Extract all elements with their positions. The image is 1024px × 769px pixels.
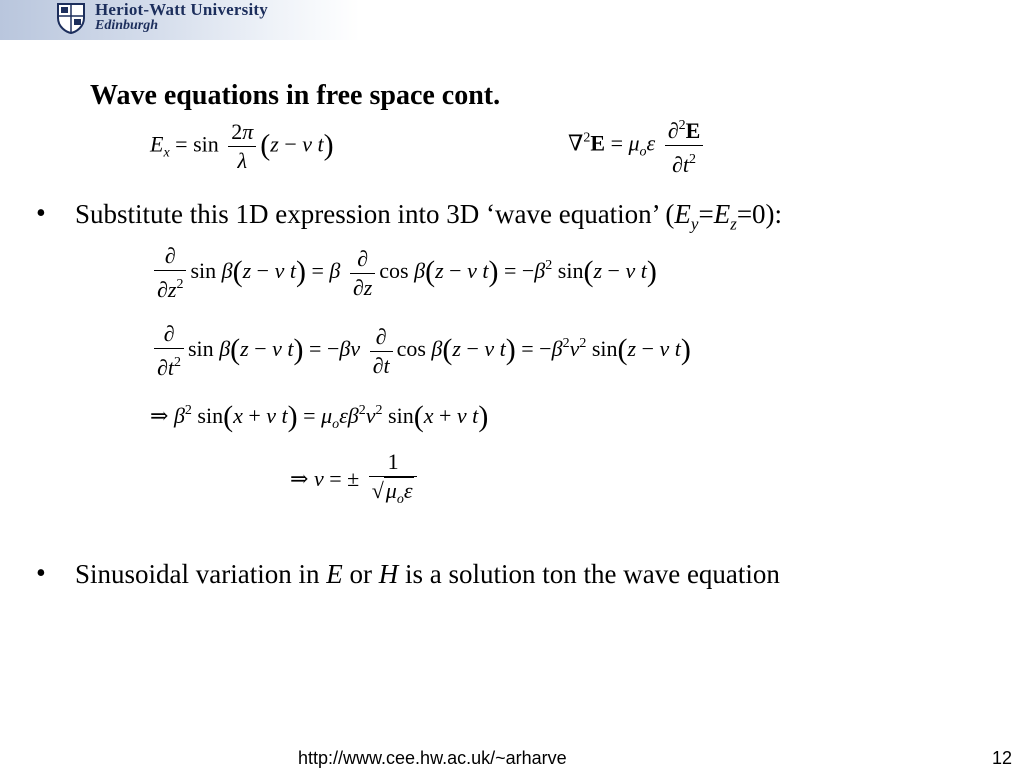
equation-wave-3d: $\nabla^2E = \mu_o\varepsilon$ $\frac{\partial^2E}{\partial t^2}$	[568, 112, 707, 179]
slide-title: Wave equations in free space cont.	[90, 80, 501, 111]
equation-velocity: ⇒ v = ± $\frac{1}{√\mu_o\varepsilon}$	[290, 448, 421, 514]
page-number: 12	[992, 748, 1013, 768]
university-campus: Edinburgh	[95, 18, 159, 33]
university-crest-icon	[56, 2, 86, 34]
equation-second-derivative-t: $\frac{\partial}{\partial t^2}$ sin β(z − v t) = −βv $\frac{\partial}{\partial t}$ cos β(z − v $t) = -\beta^2v^2$ sin(z − v t)	[150, 320, 691, 382]
equation-ex: $E_x = \sin$ $\frac{2\pi}{\lambda}$ (z − v t)	[150, 119, 334, 173]
bullet-substitute: Substitute this 1D expression into 3D ‘wave equation’ $(E_y=E_z=0)$:	[75, 199, 783, 234]
university-name: Heriot-Watt University	[95, 0, 268, 19]
equation-second-derivative-z: $\frac{\partial}{\partial z^2}$ sin β(z − v t) = β $\frac{\partial}{\partial z}$ cos β(z − v $t) = -\beta^2$ sin(z − v t)	[150, 242, 657, 304]
equation-implication: ⇒ $\beta^2$ sin(x + v $t) = \mu_o\varepsilon\beta^2v^2$ sin(x + v t)	[150, 400, 489, 433]
footer-url: http://www.cee.hw.ac.uk/~arharve	[298, 748, 567, 768]
bullet-marker: •	[36, 558, 46, 589]
bullet-marker: •	[36, 198, 46, 229]
bullet-sinusoidal: Sinusoidal variation in E or H is a solution ton the wave equation	[75, 559, 780, 589]
